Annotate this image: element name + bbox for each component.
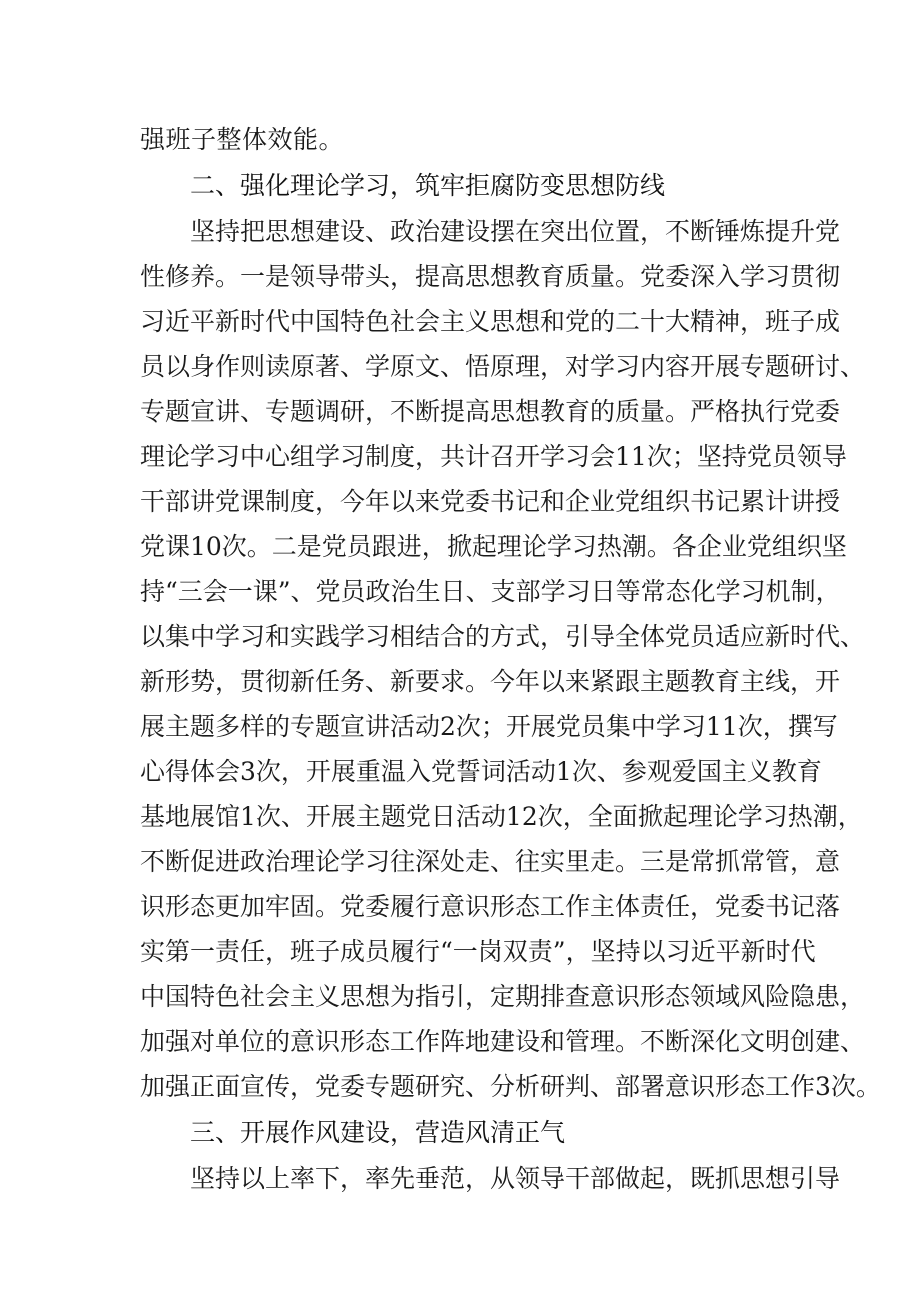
paragraph-line: 干部讲党课制度，今年以来党委书记和企业党组织书记累计讲授: [140, 487, 841, 516]
paragraph-line: 强班子整体效能。: [140, 125, 345, 154]
paragraph-line: 以集中学习和实践学习相结合的方式，引导全体党员适应新时代、: [140, 622, 866, 651]
paragraph-line: 实第一责任，班子成员履行“一岗双责”，坚持以习近平新时代: [140, 937, 816, 966]
paragraph-line: 习近平新时代中国特色社会主义思想和党的二十大精神，班子成: [140, 307, 841, 336]
paragraph-line: 识形态更加牢固。党委履行意识形态工作主体责任，党委书记落: [140, 892, 841, 921]
paragraph-line: 坚持以上率下，率先垂范，从领导干部做起，既抓思想引导: [190, 1164, 841, 1193]
paragraph-line: 新形势，贯彻新任务、新要求。今年以来紧跟主题教育主线，开: [140, 667, 841, 696]
paragraph-line: 坚持把思想建设、政治建设摆在突出位置，不断锤炼提升党: [190, 217, 841, 246]
paragraph-line: 性修养。一是领导带头，提高思想教育质量。党委深入学习贯彻: [140, 262, 841, 291]
section-heading-3: 三、开展作风建设，营造风清正气: [190, 1118, 566, 1147]
paragraph-line: 理论学习中心组学习制度，共计召开学习会11次；坚持党员领导: [140, 442, 847, 471]
paragraph-line: 加强对单位的意识形态工作阵地建设和管理。不断深化文明创建、: [140, 1027, 866, 1056]
section-heading-2: 二、强化理论学习，筑牢拒腐防变思想防线: [190, 171, 666, 200]
paragraph-line: 展主题多样的专题宣讲活动2次；开展党员集中学习11次，撰写: [140, 712, 838, 741]
paragraph-line: 不断促进政治理论学习往深处走、往实里走。三是常抓常管，意: [140, 847, 841, 876]
paragraph-line: 专题宣讲、专题调研，不断提高思想教育的质量。严格执行党委: [140, 397, 841, 426]
paragraph-line: 员以身作则读原著、学原文、悟原理，对学习内容开展专题研讨、: [140, 352, 866, 381]
paragraph-line: 基地展馆1次、开展主题党日活动12次，全面掀起理论学习热潮，: [140, 802, 863, 831]
paragraph-line: 加强正面宣传，党委专题研究、分析研判、部署意识形态工作3次。: [140, 1072, 881, 1101]
paragraph-line: 党课10次。二是党员跟进，掀起理论学习热潮。各企业党组织坚: [140, 532, 847, 561]
paragraph-line: 中国特色社会主义思想为指引，定期排查意识形态领域风险隐患，: [140, 982, 866, 1011]
paragraph-line: 持“三会一课”、党员政治生日、支部学习日等常态化学习机制，: [140, 577, 841, 606]
paragraph-line: 心得体会3次，开展重温入党誓词活动1次、参观爱国主义教育: [140, 757, 822, 786]
